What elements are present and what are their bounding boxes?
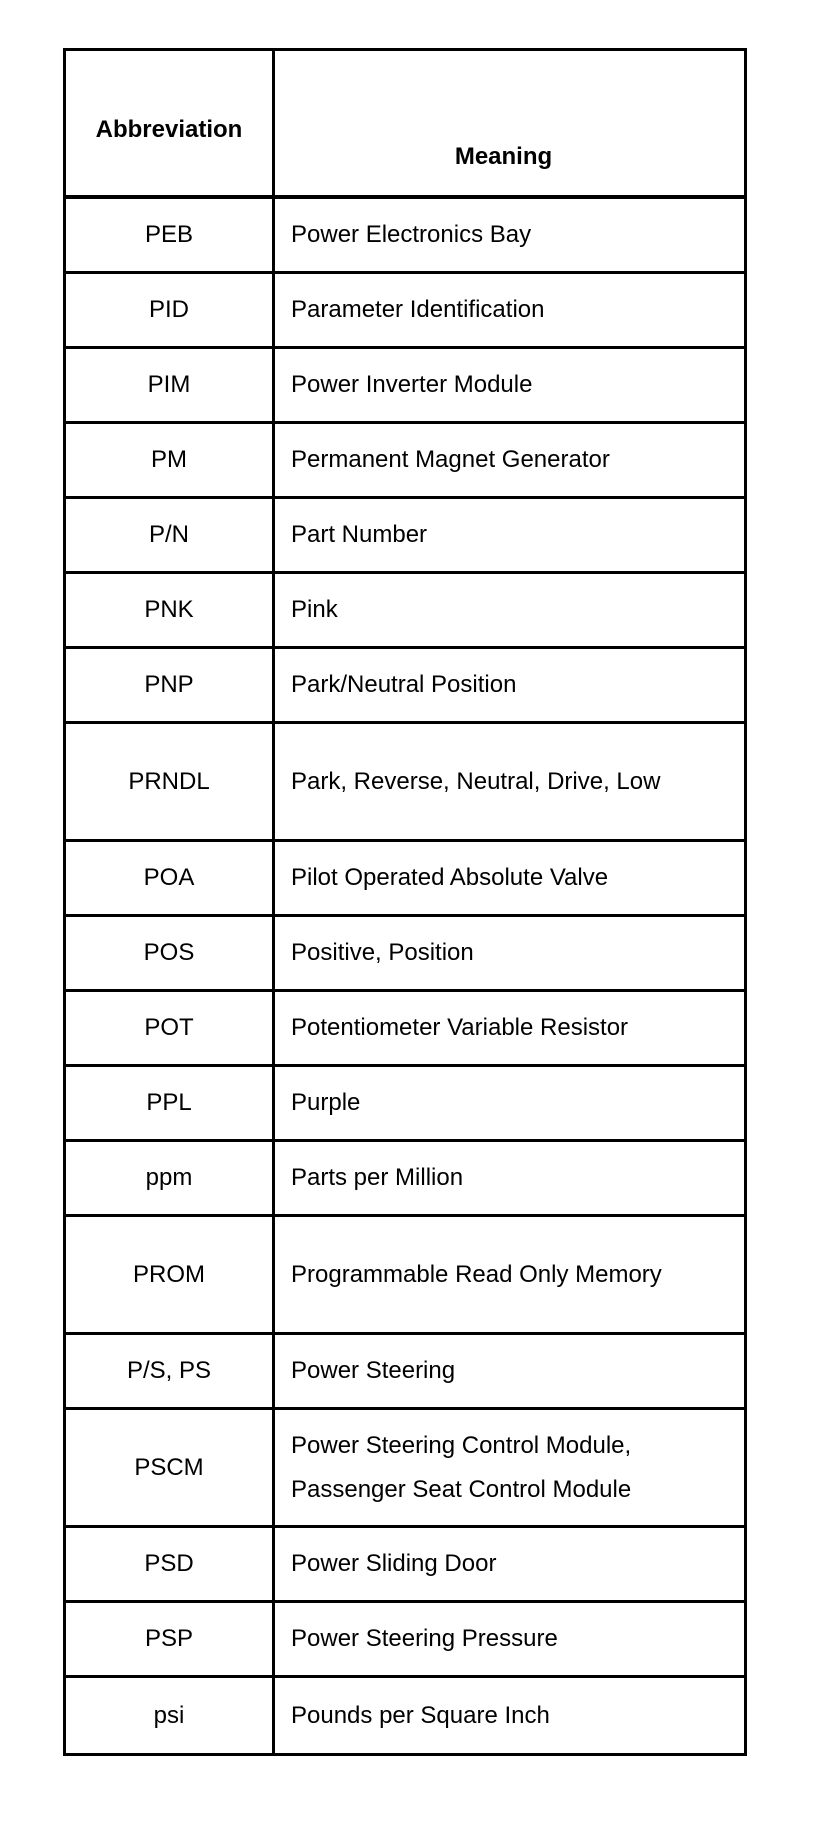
meaning-cell: Pounds per Square Inch: [291, 1701, 550, 1729]
abbreviation-cell: POA: [66, 842, 275, 914]
table-row: [66, 1217, 744, 1335]
table-row: [66, 1603, 744, 1678]
abbreviation-cell: P/S, PS: [66, 1335, 275, 1407]
abbreviation-cell: PIM: [66, 349, 275, 421]
table-row: [66, 499, 744, 574]
abbreviation-cell: P/N: [66, 499, 275, 571]
table-row: [66, 1678, 744, 1753]
abbreviation-cell: ppm: [66, 1142, 275, 1214]
meaning-cell: Parts per Million: [291, 1164, 464, 1191]
abbreviation-cell: PSD: [66, 1528, 275, 1600]
table-row: [66, 992, 744, 1067]
table-row: [66, 1142, 744, 1217]
meaning-cell: Purple: [291, 1089, 361, 1116]
meaning-column-header: Meaning: [454, 143, 553, 170]
meaning-cell: Power Electronics Bay: [291, 221, 532, 248]
table-row: [66, 842, 744, 917]
abbreviation-cell: POT: [66, 992, 275, 1064]
table-row: [66, 1335, 744, 1410]
meaning-cell: Programmable Read Only Memory: [291, 1260, 662, 1288]
meaning-cell: Park/Neutral Position: [291, 671, 517, 698]
abbreviation-cell: PID: [66, 274, 275, 346]
meaning-cell: Part Number: [291, 521, 428, 548]
abbreviation-column-header: Abbreviation: [66, 51, 275, 195]
meaning-cell: Power Inverter Module: [291, 371, 533, 398]
table-row: [66, 1067, 744, 1142]
abbreviation-cell: PNK: [66, 574, 275, 646]
meaning-cell: Permanent Magnet Generator: [291, 446, 610, 473]
abbreviation-cell: PSCM: [66, 1410, 275, 1525]
table-row: [66, 1410, 744, 1528]
meaning-cell: Potentiometer Variable Resistor: [291, 1014, 629, 1041]
meaning-cell: Pink: [291, 596, 338, 623]
abbreviation-cell: PROM: [66, 1217, 275, 1332]
table-row: [66, 1528, 744, 1603]
abbreviation-cell: PRNDL: [66, 724, 275, 839]
table-row: [66, 574, 744, 649]
table-header-row: [66, 51, 744, 199]
table-row: [66, 274, 744, 349]
meaning-cell: Power Steering Control Module, Passenger Seat Control Module: [291, 1431, 632, 1503]
meaning-cell: Power Steering Pressure: [291, 1625, 558, 1652]
abbreviation-cell: PPL: [66, 1067, 275, 1139]
abbreviation-cell: PEB: [66, 199, 275, 271]
meaning-cell: Power Sliding Door: [291, 1550, 497, 1577]
meaning-cell: Parameter Identification: [291, 296, 545, 323]
table-row: [66, 199, 744, 274]
meaning-cell: Park, Reverse, Neutral, Drive, Low: [291, 767, 661, 795]
abbreviation-cell: PM: [66, 424, 275, 496]
table-row: [66, 349, 744, 424]
abbreviation-cell: PNP: [66, 649, 275, 721]
meaning-cell: Power Steering: [291, 1357, 456, 1384]
meaning-cell: Positive, Position: [291, 939, 474, 966]
abbreviations-table: [63, 48, 747, 1756]
abbreviation-cell: POS: [66, 917, 275, 989]
table-row: [66, 917, 744, 992]
abbreviation-cell: PSP: [66, 1603, 275, 1675]
table-row: [66, 649, 744, 724]
abbreviation-cell: psi: [66, 1678, 275, 1753]
table-row: [66, 724, 744, 842]
meaning-cell: Pilot Operated Absolute Valve: [291, 864, 609, 891]
table-row: [66, 424, 744, 499]
